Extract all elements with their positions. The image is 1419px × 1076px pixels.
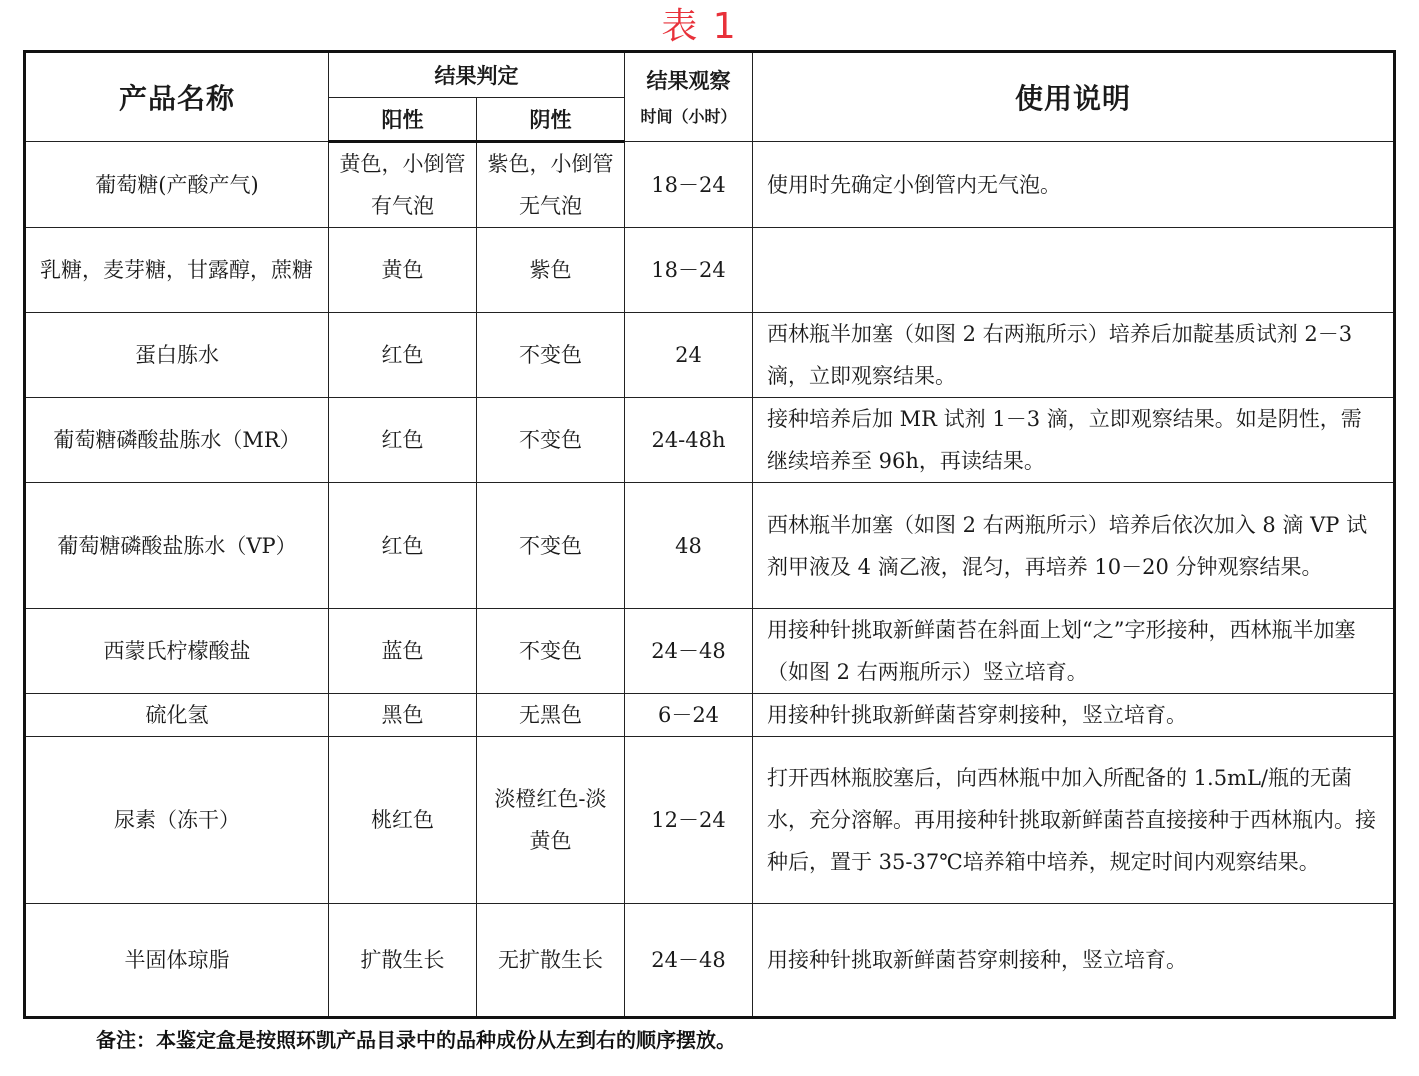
test-results-table <box>23 50 1396 1019</box>
negative-result: 无黑色 <box>477 694 625 737</box>
table-row <box>25 694 1395 737</box>
positive-result: 黄色 <box>329 228 477 313</box>
product-name: 葡萄糖磷酸盐胨水（MR） <box>25 398 329 483</box>
observation-time: 18－24 <box>625 228 753 313</box>
header-observation <box>625 52 753 142</box>
footnote: 备注：本鉴定盒是按照环凯产品目录中的品种成份从左到右的顺序摆放。 <box>96 1028 736 1052</box>
positive-result: 蓝色 <box>329 609 477 694</box>
positive-result: 黄色，小倒管有气泡 <box>329 142 477 228</box>
instructions-text: 接种培养后加 MR 试剂 1－3 滴，立即观察结果。如是阴性，需继续培养至 96h，再读结果。 <box>753 398 1395 483</box>
positive-result: 扩散生长 <box>329 904 477 1018</box>
header-observation-time: 时间（小时） <box>640 107 737 126</box>
observation-time: 6－24 <box>625 694 753 737</box>
header-positive: 阳性 <box>329 98 477 142</box>
negative-result: 不变色 <box>477 483 625 609</box>
positive-result: 红色 <box>329 398 477 483</box>
negative-result: 不变色 <box>477 313 625 398</box>
product-name: 乳糖，麦芽糖，甘露醇，蔗糖 <box>25 228 329 313</box>
negative-result: 紫色 <box>477 228 625 313</box>
negative-result: 不变色 <box>477 609 625 694</box>
product-name: 葡萄糖(产酸产气) <box>25 142 329 228</box>
product-name: 尿素（冻干） <box>25 737 329 904</box>
observation-time: 24－48 <box>625 609 753 694</box>
instructions-text: 使用时先确定小倒管内无气泡。 <box>753 142 1395 228</box>
observation-time: 18－24 <box>625 142 753 228</box>
header-observation-title: 结果观察 <box>646 69 731 93</box>
header-negative: 阴性 <box>477 98 625 142</box>
negative-result: 紫色，小倒管无气泡 <box>477 142 625 228</box>
negative-result: 不变色 <box>477 398 625 483</box>
product-name: 葡萄糖磷酸盐胨水（VP） <box>25 483 329 609</box>
table-row <box>25 142 1395 228</box>
instructions-text: 西林瓶半加塞（如图 2 右两瓶所示）培养后依次加入 8 滴 VP 试剂甲液及 4 滴乙液，混匀，再培养 10－20 分钟观察结果。 <box>753 483 1395 609</box>
header-product-name: 产品名称 <box>25 52 329 142</box>
instructions-text: 打开西林瓶胶塞后，向西林瓶中加入所配备的 1.5mL/瓶的无菌水，充分溶解。再用接种针挑取新鲜菌苔直接接种于西林瓶内。接种后，置于 35-37℃培养箱中培养，规定时间内观察结果。 <box>753 737 1395 904</box>
instructions-text: 用接种针挑取新鲜菌苔穿刺接种，竖立培育。 <box>753 904 1395 1018</box>
header-instructions: 使用说明 <box>753 52 1395 142</box>
table-row <box>25 904 1395 1018</box>
negative-result: 淡橙红色-淡黄色 <box>477 737 625 904</box>
product-name: 硫化氢 <box>25 694 329 737</box>
table-row <box>25 737 1395 904</box>
positive-result: 桃红色 <box>329 737 477 904</box>
product-name: 西蒙氏柠檬酸盐 <box>25 609 329 694</box>
instructions-text: 用接种针挑取新鲜菌苔在斜面上划“之”字形接种，西林瓶半加塞（如图 2 右两瓶所示）竖立培育。 <box>753 609 1395 694</box>
negative-result: 无扩散生长 <box>477 904 625 1018</box>
product-name: 蛋白胨水 <box>25 313 329 398</box>
instructions-text <box>753 228 1395 313</box>
table-row <box>25 398 1395 483</box>
product-name: 半固体琼脂 <box>25 904 329 1018</box>
observation-time: 48 <box>625 483 753 609</box>
header-row-top <box>25 52 1395 98</box>
instructions-text: 用接种针挑取新鲜菌苔穿刺接种，竖立培育。 <box>753 694 1395 737</box>
positive-result: 红色 <box>329 483 477 609</box>
positive-result: 红色 <box>329 313 477 398</box>
observation-time: 12－24 <box>625 737 753 904</box>
table-row <box>25 609 1395 694</box>
instructions-text: 西林瓶半加塞（如图 2 右两瓶所示）培养后加靛基质试剂 2－3 滴，立即观察结果。 <box>753 313 1395 398</box>
table-row <box>25 313 1395 398</box>
observation-time: 24 <box>625 313 753 398</box>
observation-time: 24-48h <box>625 398 753 483</box>
table-caption: 表 1 <box>661 6 738 47</box>
header-result-judgment: 结果判定 <box>329 52 625 98</box>
table-row <box>25 483 1395 609</box>
observation-time: 24－48 <box>625 904 753 1018</box>
positive-result: 黑色 <box>329 694 477 737</box>
table-row <box>25 228 1395 313</box>
